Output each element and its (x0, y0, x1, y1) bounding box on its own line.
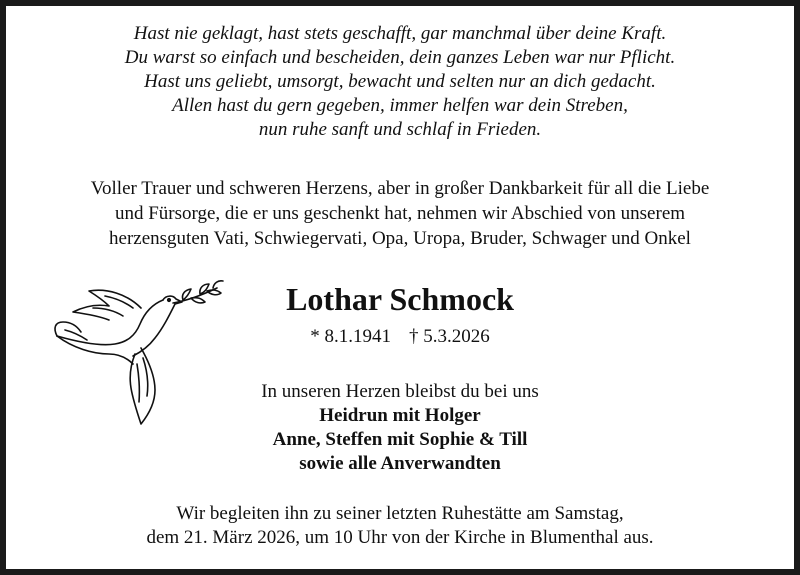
funeral-details-line: Wir begleiten ihn zu seiner letzten Ruhestätte am Samstag, (176, 503, 624, 524)
mourner-name: sowie alle Anverwandten (299, 453, 501, 474)
mourner-name: Anne, Steffen mit Sophie & Till (272, 429, 528, 450)
deceased-name: Lothar Schmock (286, 281, 514, 317)
announcement-line: Voller Trauer und schweren Herzens, aber in großer Dankbarkeit für all die Liebe (90, 178, 710, 199)
life-dates (262, 325, 538, 349)
death-date: † 5.3.2026 (409, 326, 490, 347)
announcement-text (0, 176, 800, 251)
funeral-details-line: dem 21. März 2026, um 10 Uhr von der Kirche in Blumenthal aus. (146, 527, 654, 548)
poem-line: nun ruhe sanft und schlaf in Frieden. (258, 119, 542, 140)
poem-line: Hast uns geliebt, umsorgt, bewacht und selten nur an dich gedacht. (144, 71, 656, 92)
mourners-block (200, 380, 600, 476)
poem-line: Hast nie geklagt, hast stets geschafft, gar manchmal über deine Kraft. (133, 23, 667, 44)
poem-line: Allen hast du gern gegeben, immer helfen war dein Streben, (172, 95, 628, 116)
memorial-poem (0, 22, 800, 142)
poem-line: Du warst so einfach und bescheiden, dein ganzes Leben war nur Pflicht. (124, 47, 676, 68)
announcement-line: und Fürsorge, die er uns geschenkt hat, nehmen wir Abschied von unserem (114, 203, 686, 224)
funeral-details (0, 502, 800, 550)
birth-date: * 8.1.1941 (310, 326, 391, 347)
mourner-name: Heidrun mit Holger (319, 405, 481, 426)
mourners-heading: In unseren Herzen bleibst du bei uns (261, 381, 539, 402)
announcement-line: herzensguten Vati, Schwiegervati, Opa, Uropa, Bruder, Schwager und Onkel (109, 228, 691, 249)
